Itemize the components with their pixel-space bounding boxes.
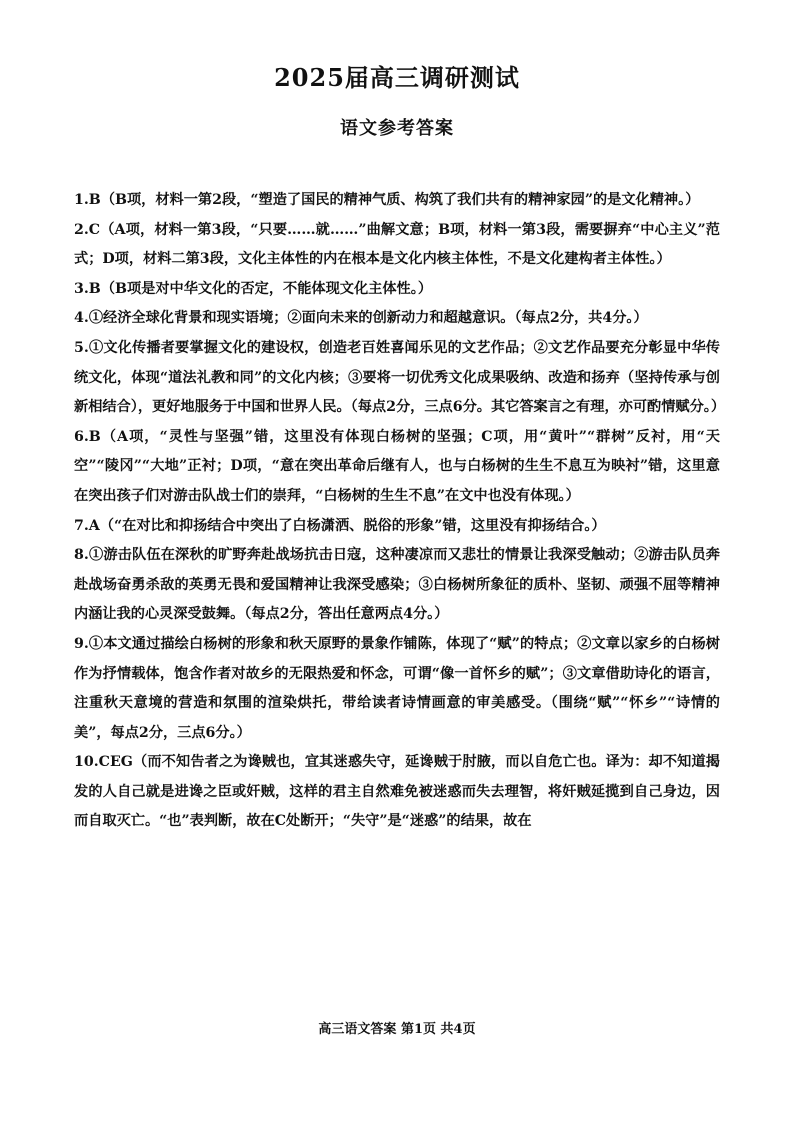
answer-text: （“在对比和抑扬结合中突出了白杨潇洒、脱俗的形象”错，这里没有抑扬结合。） bbox=[99, 517, 606, 534]
answer-item-7 bbox=[74, 512, 720, 542]
answer-item-9 bbox=[74, 630, 720, 748]
answer-text: （A项，材料一第3段，“只要……就……”曲解文意；B项，材料一第3段，需要摒弃“中心主义”范式；D项，材料二第3段，文化主体性的内在根本是文化内核主体性，不是文化建构者主体性。） bbox=[74, 221, 720, 268]
answer-text: ①本文通过描绘白杨树的形象和秋天原野的景象作铺陈，体现了“赋”的特点；②文章以家乡的白杨树作为抒情载体，饱含作者对故乡的无限热爱和怀念，可谓“像一首怀乡的赋”；③文章借助诗化的语言，注重秋天意境的营造和氛围的渲染烘托，带给读者诗情画意的审美感受。（围绕“赋”“怀乡”“诗情的美”，每点2分，三点6分。） bbox=[74, 635, 720, 741]
answer-item-10 bbox=[74, 748, 720, 837]
answer-text: ①游击队伍在深秋的旷野奔赴战场抗击日寇，这种凄凉而又悲壮的情景让我深受触动；②游击队员奔赴战场奋勇杀敌的英勇无畏和爱国精神让我深受感染；③白杨树所象征的质朴、坚韧、顽强不屈等精神内涵让我的心灵深受鼓舞。（每点2分，答出任意两点4分。） bbox=[74, 547, 720, 623]
answer-number: 5. bbox=[74, 339, 89, 356]
answer-number: 6.B bbox=[74, 428, 101, 445]
answer-item-8 bbox=[74, 541, 720, 630]
answer-number: 7.A bbox=[74, 517, 100, 534]
answer-item-3 bbox=[74, 275, 720, 305]
page-subtitle: 语文参考答案 bbox=[340, 118, 454, 139]
answer-item-5 bbox=[74, 334, 726, 423]
answer-item-2 bbox=[74, 216, 720, 275]
answer-text: （A项，“灵性与坚强”错，这里没有体现白杨树的坚强；C项，用“黄叶”“群树”反衬，用“天空”“陵冈”“大地”正衬；D项，“意在突出革命后继有人，也与白杨树的生生不息互为映衬”错，这里意在突出孩子们对游击队战士们的崇拜，“白杨树的生生不息”在文中也没有体现。） bbox=[74, 428, 720, 504]
answer-list bbox=[74, 186, 726, 837]
answer-text: （B项是对中华文化的否定，不能体现文化主体性。） bbox=[100, 280, 433, 297]
answer-item-6 bbox=[74, 423, 720, 512]
answer-number: 4. bbox=[74, 310, 89, 327]
answer-number: 1.B bbox=[74, 192, 101, 208]
answer-number: 10.CEG bbox=[74, 754, 133, 771]
answer-text: ①文化传播者要掌握文化的建设权，创造老百姓喜闻乐见的文艺作品；②文艺作品要充分彰显中华传统文化，体现“道法礼教和同”的文化内核；③要将一切优秀文化成果吸纳、改造和扬弃（坚持传承与创新相结合），更好地服务于中国和世界人民。（每点2分，三点6分。其它答案言之有理，亦可酌情赋分。） bbox=[74, 339, 726, 416]
answer-item-1 bbox=[74, 186, 720, 216]
answer-text: （而不知告者之为谗贼也，宜其迷惑失守，延谗贼于肘腋，而以自危亡也。译为：却不知道揭发的人自己就是进谗之臣或奸贼，这样的君主自然难免被迷惑而失去理智，将奸贼延揽到自己身边，因而自取灭亡。“也”表判断，故在C处断开；“失守”是“迷惑”的结果，故在 bbox=[74, 754, 720, 830]
answer-number: 3.B bbox=[74, 280, 101, 297]
answer-number: 8. bbox=[74, 547, 89, 564]
page-footer: 高三语文答案 第1页 共4页 bbox=[318, 1022, 476, 1037]
answer-item-4 bbox=[74, 304, 720, 334]
answer-text: ①经济全球化背景和现实语境；②面向未来的创新动力和超越意识。（每点2分，共4分。） bbox=[88, 310, 648, 327]
answer-number: 9. bbox=[74, 635, 89, 652]
page-title: 2025届高三调研测试 bbox=[274, 63, 520, 92]
answer-text: （B项，材料一第2段，“塑造了国民的精神气质、构筑了我们共有的精神家园”的是文化精神。） bbox=[100, 192, 700, 208]
answer-number: 2.C bbox=[74, 221, 101, 238]
